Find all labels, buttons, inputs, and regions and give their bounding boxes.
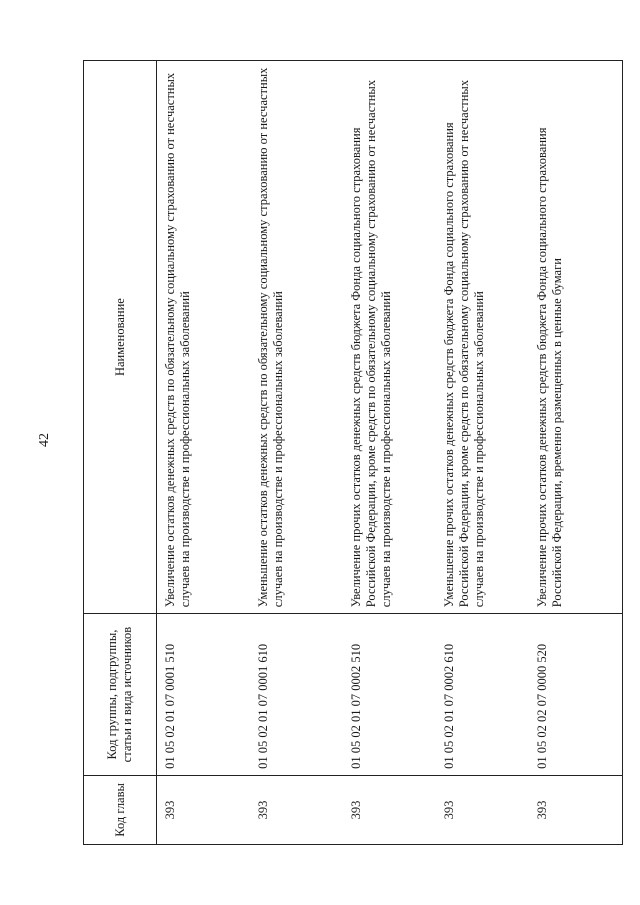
sources-table (83, 60, 623, 845)
cell-name: Увеличение остатков денежных средств по обязательному социальному страхованию от несчастных случаев на производстве и профессиональных заболеваний (157, 61, 251, 614)
cell-chapter-code: 393 (157, 775, 251, 844)
cell-source-code: 01 05 02 02 07 0000 520 (529, 614, 623, 776)
cell-source-code: 01 05 02 01 07 0002 510 (343, 614, 436, 776)
table-row (343, 61, 436, 845)
cell-chapter-code: 393 (436, 775, 529, 844)
cell-name: Увеличение прочих остатков денежных средств бюджета Фонда социального страхования Российской Федерации, кроме средств по обязательному социальному страхованию от несчастных случаев на производстве и профессиональных заболеваний (343, 61, 436, 614)
cell-name: Уменьшение прочих остатков денежных средств бюджета Фонда социального страхования Российской Федерации, кроме средств по обязательному социальному страхованию от несчастных случаев на производстве и профессиональных заболеваний (436, 61, 529, 614)
cell-name: Увеличение прочих остатков денежных средств бюджета Фонда социального страхования Российской Федерации, временно размещенных в ценные бумаги (529, 61, 623, 614)
table-row (436, 61, 529, 845)
cell-source-code: 01 05 02 01 07 0001 610 (250, 614, 343, 776)
sources-table-wrapper (83, 60, 595, 845)
cell-chapter-code: 393 (250, 775, 343, 844)
table-header-row (84, 61, 157, 845)
cell-source-code: 01 05 02 01 07 0002 610 (436, 614, 529, 776)
page-number: 42 (37, 433, 52, 447)
table-row (529, 61, 623, 845)
cell-chapter-code: 393 (529, 775, 623, 844)
table-row (157, 61, 251, 845)
cell-source-code: 01 05 02 01 07 0001 510 (157, 614, 251, 776)
table-row (250, 61, 343, 845)
cell-chapter-code: 393 (343, 775, 436, 844)
header-name: Наименование (84, 61, 157, 614)
header-chapter-code: Код главы (84, 775, 157, 844)
cell-name: Уменьшение остатков денежных средств по обязательному социальному страхованию от несчастных случаев на производстве и профессиональных заболеваний (250, 61, 343, 614)
header-source-code: Код группы, подгруппы, статьи и вида источников (84, 614, 157, 776)
